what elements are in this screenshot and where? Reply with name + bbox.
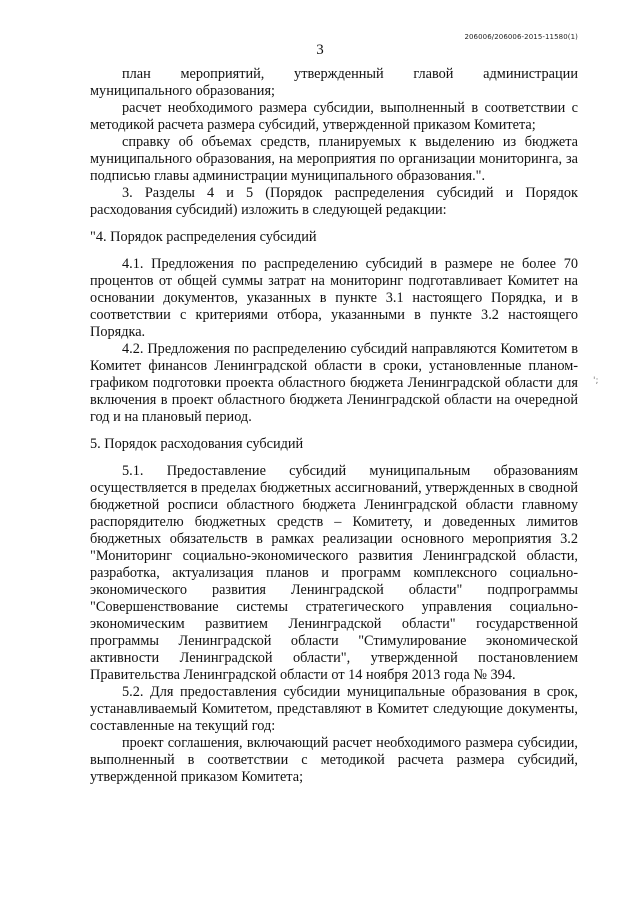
document-id: 206006/206006-2015-11580(1): [464, 33, 578, 41]
paragraph-sections-amendment: 3. Разделы 4 и 5 (Порядок распределения субсидий и Порядок расходования субсидий) изложить в следующей редакции:: [90, 185, 578, 218]
paragraph-plan: план мероприятий, утвержденный главой администрации муниципального образования;: [90, 66, 578, 99]
document-body: [90, 66, 578, 786]
paragraph-5-1: 5.1. Предоставление субсидий муниципальным образованиям осуществляется в пределах бюджетных ассигнований, утвержденных в сводной бюджетной росписи областного бюджета Ленинградской области главному распорядителю бюджетных средств – Комитету, и доведенных лимитов бюджетных обязательств в рамках реализации основного мероприятия 3.2 "Мониторинг социально-экономического развития Ленинградской области, разработка, актуализация планов и программ комплексного социально-экономического развития Ленинградской области" подпрограммы "Совершенствование системы стратегического управления социально-экономическим развитием Ленинградской области" государственной программы Ленинградской области "Стимулирование экономической активности Ленинградской области", утвержденной постановлением Правительства Ленинградской области от 14 ноября 2013 года № 394.: [90, 463, 578, 683]
paragraph-draft-agreement: проект соглашения, включающий расчет необходимого размера субсидии, выполненный в соответствии с методикой расчета размера субсидий, утвержденной приказом Комитета;: [90, 735, 578, 785]
paragraph-4-1: 4.1. Предложения по распределению субсидий в размере не более 70 процентов от общей суммы затрат на мониторинг подготавливает Комитет на основании документов, указанных в пункте 3.1 настоящего Порядка, и в соответствии с критериями отбора, указанными в пункте 3.2 настоящего Порядка.: [90, 256, 578, 340]
paragraph-4-2: 4.2. Предложения по распределению субсидий направляются Комитетом в Комитет финансов Ленинградской области в сроки, установленные планом-графиком подготовки проекта областного бюджета Ленинградской области для включения в проект областного бюджета Ленинградской области на очередной год и на плановый период.: [90, 341, 578, 425]
paragraph-funds-certificate: справку об объемах средств, планируемых к выделению из бюджета муниципального образования, на мероприятия по организации мониторинга, за подписью главы администрации муниципального образования.".: [90, 134, 578, 184]
margin-mark: ';: [593, 376, 599, 386]
section-heading-5: 5. Порядок расходования субсидий: [90, 436, 304, 452]
section-heading-4: "4. Порядок распределения субсидий: [90, 229, 317, 245]
paragraph-calculation: расчет необходимого размера субсидии, выполненный в соответствии с методикой расчета размера субсидий, утвержденной приказом Комитета;: [90, 100, 578, 133]
page-number: 3: [316, 42, 324, 58]
paragraph-5-2: 5.2. Для предоставления субсидии муниципальные образования в срок, устанавливаемый Комитетом, представляют в Комитет следующие документы, составленные на текущий год:: [90, 684, 578, 734]
